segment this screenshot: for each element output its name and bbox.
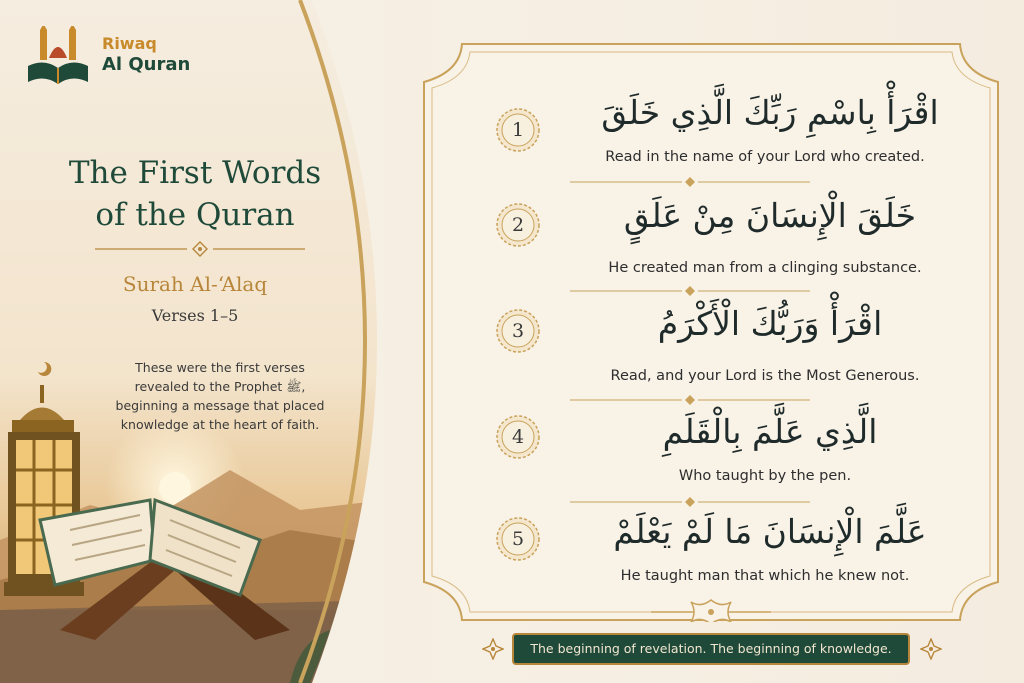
- scene-illustration: [0, 0, 385, 683]
- title-line1: The First Words: [68, 155, 322, 191]
- verse-number: 4: [511, 426, 525, 448]
- banner-ornament-right-icon: [920, 638, 942, 660]
- footer-banner: The beginning of revelation. The beginning of knowledge.: [512, 633, 910, 665]
- verse-row: [470, 510, 1000, 600]
- verse-separator: [570, 497, 810, 507]
- ornament-divider: [95, 241, 305, 257]
- brand-line2: Al Quran: [102, 54, 191, 75]
- page-title: [40, 152, 350, 236]
- verse-number: 5: [511, 528, 525, 550]
- verse-arabic: اقْرَأْ بِاسْمِ رَبِّكَ الَّذِي خَلَقَ: [601, 93, 939, 132]
- verse-translation: Read, and your Lord is the Most Generous.: [610, 368, 920, 384]
- verse-arabic: الَّذِي عَلَّمَ بِالْقَلَمِ: [662, 412, 878, 451]
- mosque-book-icon: [24, 26, 94, 96]
- left-panel: [0, 0, 385, 683]
- verse-translation: Who taught by the pen.: [678, 468, 852, 484]
- verse-separator: [570, 286, 810, 296]
- description: [95, 358, 345, 434]
- verse-number: 3: [511, 320, 525, 342]
- verse-arabic: خَلَقَ الْإِنسَانَ مِنْ عَلَقٍ: [623, 196, 917, 235]
- verse-row: [470, 410, 1000, 498]
- verse-separator: [570, 395, 810, 405]
- surah-name: Surah Al-‘Alaq: [122, 272, 268, 296]
- verse-row: [470, 190, 1000, 285]
- verse-translation: He taught man that which he knew not.: [620, 568, 910, 584]
- verse-arabic: اقْرَأْ وَرَبُّكَ الْأَكْرَمُ: [657, 304, 883, 343]
- description-line: These were the first verses: [135, 360, 305, 375]
- verses-range: Verses 1–5: [151, 306, 239, 325]
- verse-number: 1: [511, 119, 525, 141]
- brand-name: [102, 34, 190, 76]
- verse-translation: Read in the name of your Lord who created.: [605, 149, 925, 165]
- banner-ornament-left-icon: [482, 638, 504, 660]
- description-line: knowledge at the heart of faith.: [120, 417, 320, 432]
- verse-arabic: عَلَّمَ الْإِنسَانَ مَا لَمْ يَعْلَمْ: [613, 512, 927, 551]
- verse-row: [470, 300, 1000, 395]
- verse-separator: [570, 177, 810, 187]
- description-line: revealed to the Prophet ﷺ,: [134, 379, 306, 394]
- verse-row: [470, 85, 1000, 180]
- verse-translation: He created man from a clinging substance.: [608, 260, 922, 276]
- brand-line1: Riwaq: [102, 34, 157, 53]
- title-line2: of the Quran: [95, 197, 295, 233]
- verse-number: 2: [511, 214, 525, 236]
- brand-logo[interactable]: [24, 26, 224, 96]
- description-line: beginning a message that placed: [115, 398, 325, 413]
